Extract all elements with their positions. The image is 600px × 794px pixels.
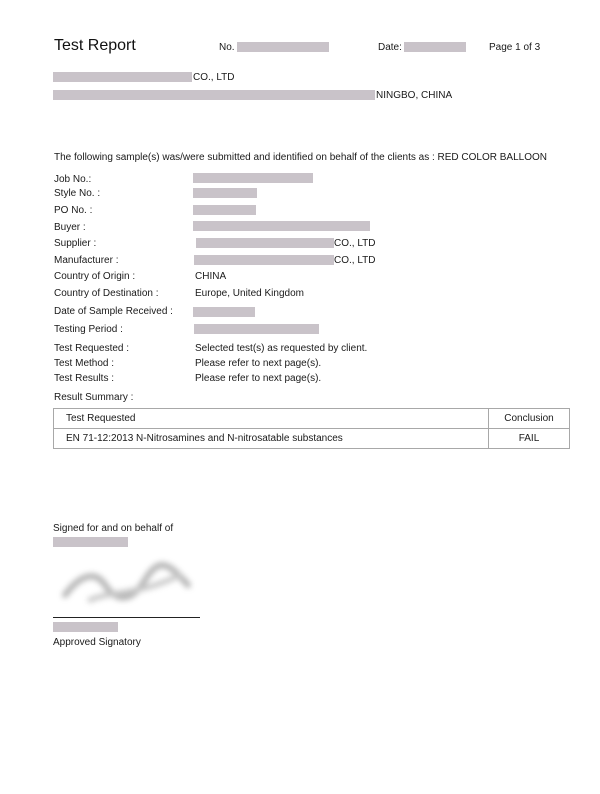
signature-line — [53, 617, 200, 618]
signature-scribble — [60, 555, 195, 610]
country-origin-value: CHINA — [195, 271, 227, 282]
buyer-label: Buyer : — [54, 222, 86, 233]
redacted-manufacturer — [194, 255, 334, 265]
test-results-value: Please refer to next page(s). — [195, 373, 322, 384]
test-name-cell: EN 71-12:2013 N-Nitrosamines and N-nitrosatable substances — [54, 429, 489, 449]
report-no-label: No. — [219, 42, 235, 53]
redacted-supplier — [196, 238, 334, 248]
style-no-label: Style No. : — [54, 188, 101, 199]
redacted-testing-period — [194, 324, 319, 334]
table-row — [54, 429, 570, 449]
result-summary-label: Result Summary : — [54, 392, 134, 403]
page-number: Page 1 of 3 — [489, 42, 541, 53]
country-origin-label: Country of Origin : — [54, 271, 136, 282]
date-label: Date: — [378, 42, 402, 53]
supplier-label: Supplier : — [54, 238, 97, 249]
table-header-row — [54, 409, 570, 429]
test-results-label: Test Results : — [54, 373, 115, 384]
manufacturer-suffix: CO., LTD — [334, 255, 376, 266]
po-no-label: PO No. : — [54, 205, 93, 216]
company-suffix: CO., LTD — [193, 72, 235, 83]
redacted-po-no — [193, 205, 256, 215]
conclusion-header: Conclusion — [489, 409, 570, 429]
intro-statement: The following sample(s) was/were submitted and identified on behalf of the clients as : RED COLOR BALLOON — [54, 152, 548, 163]
test-method-label: Test Method : — [54, 358, 115, 369]
redacted-date-received — [193, 307, 255, 317]
test-requested-header: Test Requested — [54, 409, 489, 429]
redacted-company-address — [53, 90, 375, 100]
redacted-company-signing — [53, 537, 128, 547]
job-no-label: Job No.: — [54, 174, 92, 185]
redacted-date — [404, 42, 466, 52]
redacted-buyer — [193, 221, 370, 231]
result-summary-table — [53, 408, 570, 449]
report-title: Test Report — [54, 37, 136, 54]
test-requested-label: Test Requested : — [54, 343, 130, 354]
redacted-company-name — [53, 72, 192, 82]
test-requested-value: Selected test(s) as requested by client. — [195, 343, 368, 354]
approved-signatory-label: Approved Signatory — [53, 637, 141, 648]
company-city: NINGBO, CHINA — [376, 90, 453, 101]
redacted-style-no — [193, 188, 257, 198]
manufacturer-label: Manufacturer : — [54, 255, 119, 266]
testing-period-label: Testing Period : — [54, 324, 123, 335]
redacted-job-no — [193, 173, 313, 183]
signed-for-label: Signed for and on behalf of — [53, 523, 174, 534]
test-method-value: Please refer to next page(s). — [195, 358, 322, 369]
supplier-suffix: CO., LTD — [334, 238, 376, 249]
conclusion-cell: FAIL — [489, 429, 570, 449]
country-destination-value: Europe, United Kingdom — [195, 288, 304, 299]
redacted-signatory-name — [53, 622, 118, 632]
redacted-report-no — [237, 42, 329, 52]
date-received-label: Date of Sample Received : — [54, 306, 173, 317]
country-destination-label: Country of Destination : — [54, 288, 159, 299]
